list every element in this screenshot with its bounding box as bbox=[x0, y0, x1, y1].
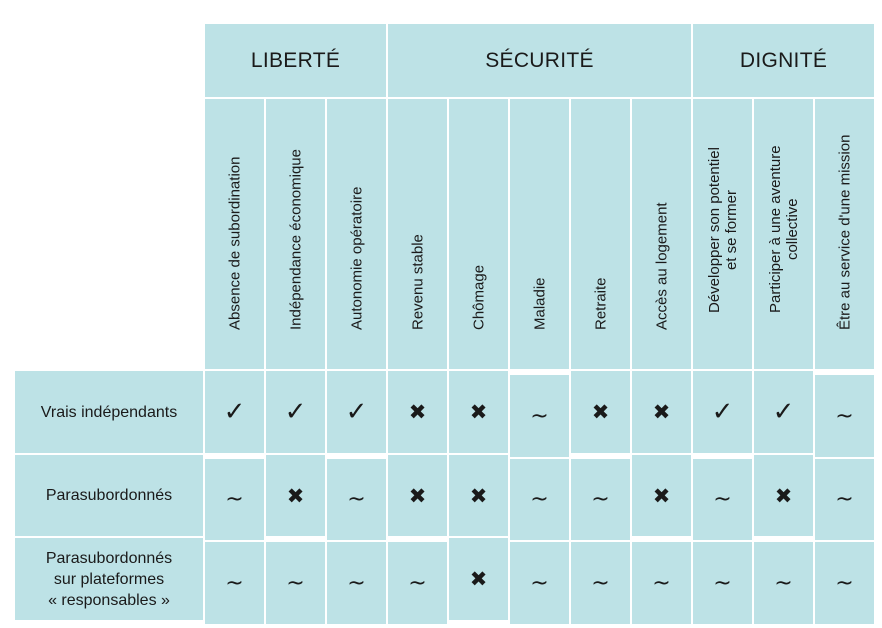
table-cell bbox=[388, 542, 447, 624]
table-cell bbox=[327, 459, 386, 540]
column-header bbox=[571, 99, 630, 369]
table-cell bbox=[449, 538, 508, 620]
cross-mark-icon: ✖ bbox=[408, 400, 427, 424]
cross-mark-icon: ✖ bbox=[774, 483, 793, 508]
column-header bbox=[205, 99, 264, 369]
tilde-mark-icon: ~ bbox=[530, 403, 549, 429]
table-cell bbox=[754, 455, 813, 536]
group-header: LIBERTÉ bbox=[205, 24, 386, 97]
column-header-label: Développer son potentiel et se former bbox=[705, 147, 740, 313]
table-cell bbox=[388, 371, 447, 453]
table-cell bbox=[754, 542, 813, 624]
table-cell bbox=[632, 371, 691, 453]
table-cell bbox=[571, 459, 630, 540]
tilde-mark-icon: ~ bbox=[591, 487, 610, 512]
column-header bbox=[632, 99, 691, 369]
table-cell bbox=[205, 459, 264, 540]
table-cell bbox=[693, 371, 752, 453]
cross-mark-icon: ✖ bbox=[469, 483, 488, 508]
cross-mark-icon: ✖ bbox=[469, 400, 488, 424]
table-cell bbox=[815, 375, 874, 457]
tilde-mark-icon: ~ bbox=[347, 487, 366, 512]
row-label: Vrais indépendants bbox=[15, 371, 203, 453]
column-header bbox=[388, 99, 447, 369]
tilde-mark-icon: ~ bbox=[591, 570, 610, 596]
tilde-mark-icon: ~ bbox=[225, 570, 244, 596]
table-cell bbox=[510, 459, 569, 540]
column-header bbox=[815, 99, 874, 369]
table-cell bbox=[693, 542, 752, 624]
table-cell bbox=[510, 375, 569, 457]
group-header: SÉCURITÉ bbox=[388, 24, 691, 97]
table-cell bbox=[815, 542, 874, 624]
tilde-mark-icon: ~ bbox=[530, 570, 549, 596]
table-cell bbox=[449, 455, 508, 536]
column-header bbox=[266, 99, 325, 369]
group-header: DIGNITÉ bbox=[693, 24, 874, 97]
table-cell bbox=[205, 371, 264, 453]
column-header-label: Revenu stable bbox=[409, 234, 426, 330]
table-cell bbox=[388, 455, 447, 536]
column-header bbox=[327, 99, 386, 369]
column-header-label: Être au service d'une mission bbox=[836, 134, 853, 330]
tilde-mark-icon: ~ bbox=[530, 487, 549, 512]
column-header-label: Autonomie opératoire bbox=[348, 186, 365, 330]
cross-mark-icon: ✖ bbox=[469, 567, 488, 591]
tilde-mark-icon: ~ bbox=[713, 487, 732, 512]
table-cell bbox=[815, 459, 874, 540]
table-cell bbox=[327, 542, 386, 624]
column-header-label: Absence de subordination bbox=[226, 156, 243, 330]
check-mark-icon: ✓ bbox=[711, 397, 734, 427]
tilde-mark-icon: ~ bbox=[408, 570, 427, 596]
table-cell bbox=[754, 371, 813, 453]
cross-mark-icon: ✖ bbox=[591, 400, 610, 424]
check-mark-icon: ✓ bbox=[284, 397, 307, 427]
column-header-label: Maladie bbox=[531, 277, 548, 330]
table-cell bbox=[632, 542, 691, 624]
row-label: Parasubordonnés sur plateformes « responsables » bbox=[15, 538, 203, 620]
column-header-label: Indépendance économique bbox=[287, 149, 304, 330]
tilde-mark-icon: ~ bbox=[835, 570, 854, 596]
column-header-label: Accès au logement bbox=[653, 202, 670, 330]
table-cell bbox=[449, 371, 508, 453]
tilde-mark-icon: ~ bbox=[835, 487, 854, 512]
column-header-label: Chômage bbox=[470, 264, 487, 330]
tilde-mark-icon: ~ bbox=[225, 487, 244, 512]
column-header-label: Participer à une aventure collective bbox=[766, 145, 801, 313]
check-mark-icon: ✓ bbox=[223, 397, 246, 427]
table-cell bbox=[327, 371, 386, 453]
table-cell bbox=[571, 371, 630, 453]
column-header bbox=[510, 99, 569, 369]
tilde-mark-icon: ~ bbox=[713, 570, 732, 596]
tilde-mark-icon: ~ bbox=[286, 570, 305, 596]
table-cell bbox=[693, 459, 752, 540]
column-header-label: Retraite bbox=[592, 277, 609, 330]
table-cell bbox=[266, 371, 325, 453]
tilde-mark-icon: ~ bbox=[652, 570, 671, 596]
table-cell bbox=[205, 542, 264, 624]
table-cell bbox=[510, 542, 569, 624]
tilde-mark-icon: ~ bbox=[347, 570, 366, 596]
cross-mark-icon: ✖ bbox=[286, 483, 305, 508]
tilde-mark-icon: ~ bbox=[774, 570, 793, 596]
table-cell bbox=[571, 542, 630, 624]
row-label: Parasubordonnés bbox=[15, 455, 203, 536]
column-header bbox=[754, 99, 813, 369]
table-cell bbox=[266, 455, 325, 536]
cross-mark-icon: ✖ bbox=[652, 483, 671, 508]
column-header bbox=[449, 99, 508, 369]
table-cell bbox=[266, 542, 325, 624]
cross-mark-icon: ✖ bbox=[408, 483, 427, 508]
check-mark-icon: ✓ bbox=[772, 397, 795, 427]
check-mark-icon: ✓ bbox=[345, 397, 368, 427]
cross-mark-icon: ✖ bbox=[652, 400, 671, 424]
column-header bbox=[693, 99, 752, 369]
table-cell bbox=[632, 455, 691, 536]
tilde-mark-icon: ~ bbox=[835, 403, 854, 429]
